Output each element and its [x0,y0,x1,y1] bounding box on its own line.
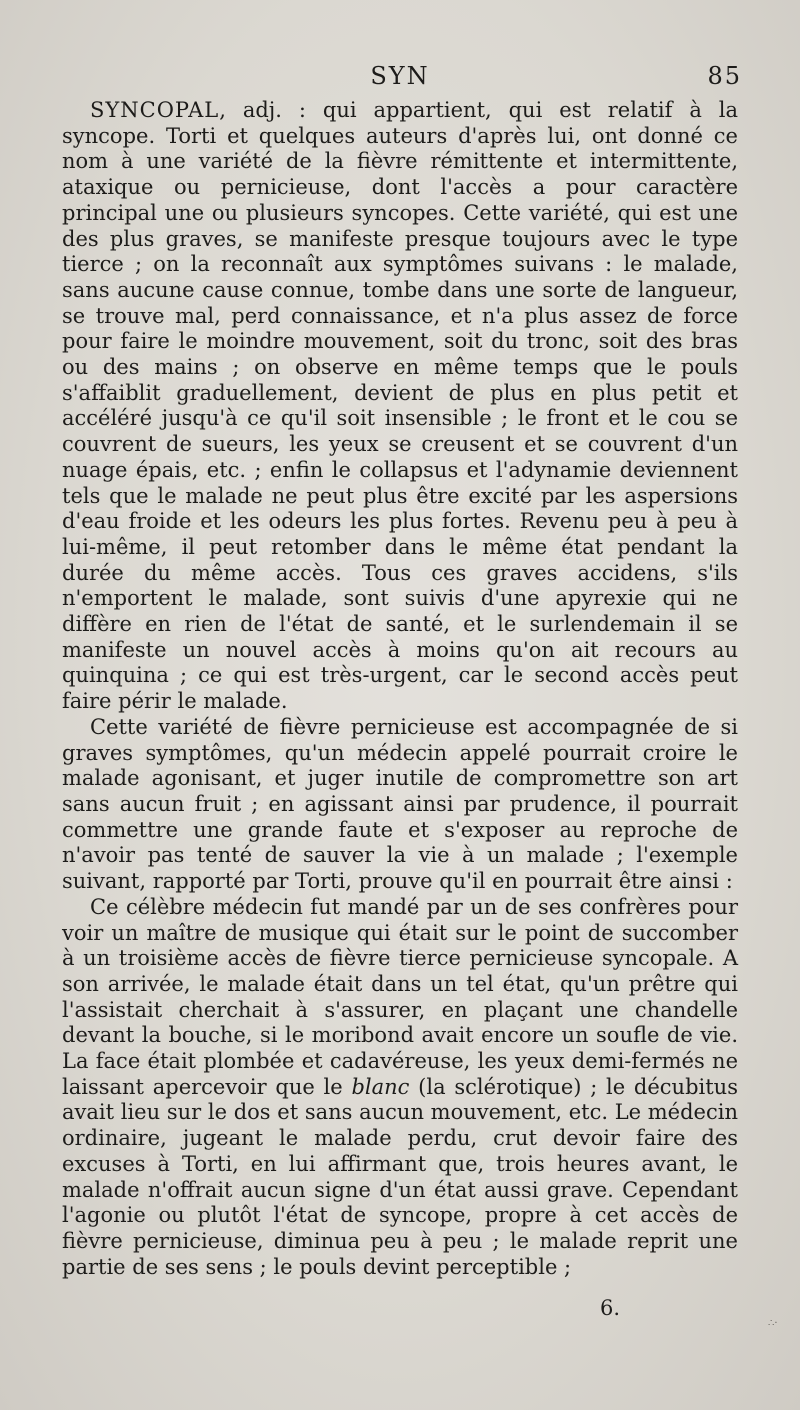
running-head: SYN [370,62,430,90]
paragraph-text: Ce célèbre médecin fut mandé par un de ses confrères pour voir un maître de musique qui était sur le point de succomber à un troisième accès de fièvre tierce pernicieuse syncopale. A son arrivée, le malade était dans un tel état, qu'un prêtre qui l'assistait cherchait à s'assurer, en plaçant une chandelle devant la bouche, si le moribond avait encore un soufle de vie. La face était plombée et cadavéreuse, les yeux demi-fermés ne laissant apercevoir que le [62,894,738,1099]
entry-headword: SYNCOPAL [90,98,220,122]
paragraph-torti-case [62,895,738,1281]
page-number: 85 [707,62,742,90]
paragraph-text: Cette variété de fièvre pernicieuse est accompagnée de si graves symptômes, qu'un médecin appelé pourrait croire le malade agonisant, et juger inutile de compromettre son art sans aucun fruit ; en agissant ainsi par prudence, il pourrait commettre une grande faute et s'exposer au reproche de n'avoir pas tenté de sauver la vie à un malade ; l'exemple suivant, rapporté par Torti, prouve qu'il en pourrait être ainsi : [62,714,738,894]
paragraph-warning [62,715,738,895]
page-header [58,62,742,96]
italic-term: blanc [351,1074,410,1099]
signature-mark: 6. [600,1296,621,1320]
ink-smudge: ∴· [768,1318,778,1329]
paragraph-text-continued: (la sclérotique) ; le décubitus avait lieu sur le dos et sans aucun mouvement, etc. Le médecin ordinaire, jugeant le malade perdu, crut devoir faire des excuses à Torti, en lui affirmant que, trois heures avant, le malade n'offrait aucun signe d'un état aussi grave. Cependant l'agonie ou plutôt l'état de syncope, propre à cet accès de fièvre pernicieuse, diminua peu à peu ; le malade reprit une partie de ses sens ; le pouls devint perceptible ; [62,1074,738,1279]
paragraph-text: , adj. : qui appartient, qui est relatif à la syncope. Torti et quelques auteurs d'après lui, ont donné ce nom à une variété de la fièvre rémittente et intermittente, ataxique ou pernicieuse, dont l'accès a pour caractère principal une ou plusieurs syncopes. Cette variété, qui est une des plus graves, se manifeste presque toujours avec le type tierce ; on la reconnaît aux symptômes suivans : le malade, sans aucune cause connue, tombe dans une sorte de langueur, se trouve mal, perd connaissance, et n'a plus assez de force pour faire le moindre mouvement, soit du tronc, soit des bras ou des mains ; on observe en même temps que le pouls s'affaiblit graduellement, devient de plus en plus petit et accéléré jusqu'à ce qu'il soit insensible ; le front et le cou se couvrent de sueurs, les yeux se creusent et se couvrent d'un nuage épais, etc. ; enfin le collapsus et l'adynamie deviennent tels que le malade ne peut plus être excité par les aspersions d'eau froide et les odeurs les plus fortes. Revenu peu à peu à lui-même, il peut retomber dans le même état pendant la durée du même accès. Tous ces graves accidens, s'ils n'emportent le malade, sont suivis d'une apyrexie qui ne diffère en rien de l'état de santé, et le surlendemain il se manifeste un nouvel accès à moins qu'on ait recours au quinquina ; ce qui est très-urgent, car le second accès peut faire périr le malade. [62,98,738,714]
body-text [62,98,738,1280]
paragraph-syncopal-definition [62,98,738,715]
